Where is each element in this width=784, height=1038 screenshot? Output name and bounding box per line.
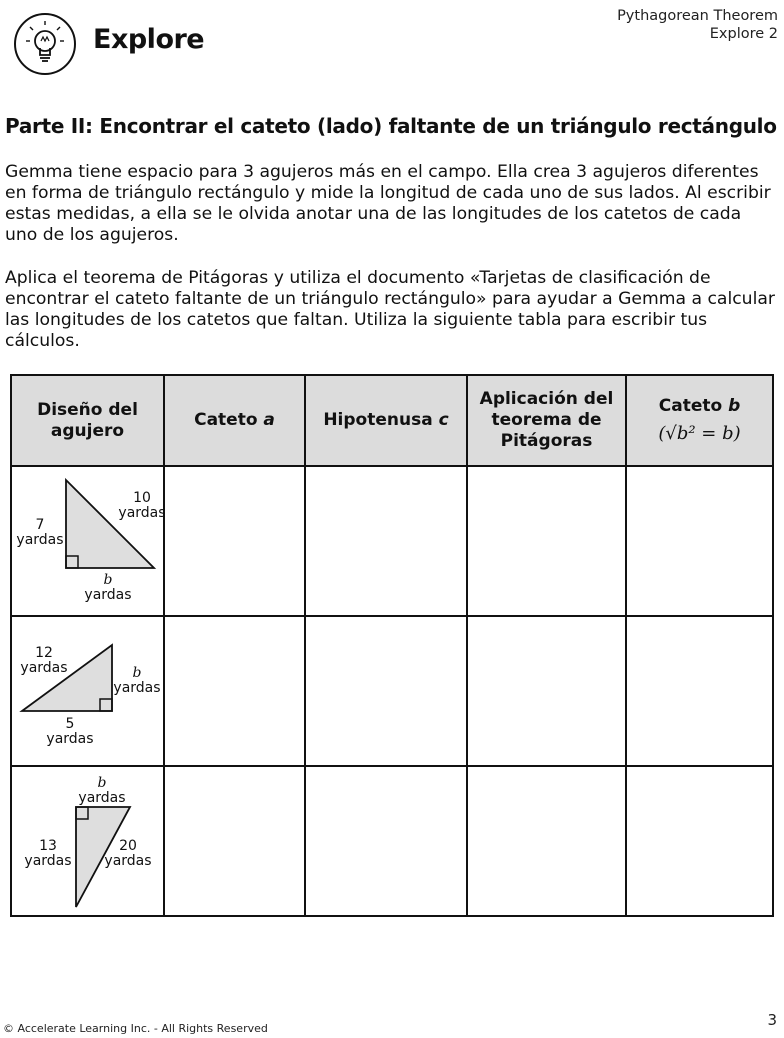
side-label-3c: 20 yardas bbox=[104, 838, 152, 869]
lesson-info bbox=[617, 7, 778, 43]
header-leg-b bbox=[626, 375, 773, 466]
side-label-2b: b yardas bbox=[113, 665, 161, 696]
side-label-3b: 13 yardas bbox=[24, 838, 72, 869]
hypotenuse-cell-1[interactable] bbox=[305, 466, 467, 616]
leg-b-cell-2[interactable] bbox=[626, 616, 773, 766]
header-leg-b-label: Cateto bbox=[658, 396, 729, 416]
calculation-table bbox=[10, 374, 774, 917]
application-cell-2[interactable] bbox=[467, 616, 626, 766]
application-cell-3[interactable] bbox=[467, 766, 626, 916]
page-number: 3 bbox=[767, 1011, 777, 1029]
hypotenuse-cell-3[interactable] bbox=[305, 766, 467, 916]
side-label-1c: b yardas bbox=[84, 572, 132, 603]
lesson-title: Explore 2 bbox=[709, 26, 778, 42]
header-leg-a-label: Cateto bbox=[194, 410, 264, 430]
table-row bbox=[11, 766, 773, 916]
header-application: Aplicación del teorema de Pitágoras bbox=[467, 375, 626, 466]
table-header-row bbox=[11, 375, 773, 466]
side-label-3a: b yardas bbox=[78, 775, 126, 806]
triangle-design-2 bbox=[11, 616, 164, 766]
leg-a-cell-3[interactable] bbox=[164, 766, 305, 916]
table-row bbox=[11, 616, 773, 766]
header-hypotenuse bbox=[305, 375, 467, 466]
lightbulb-icon bbox=[14, 13, 76, 75]
side-label-2a: 12 yardas bbox=[20, 645, 68, 676]
leg-a-cell-2[interactable] bbox=[164, 616, 305, 766]
leg-b-cell-3[interactable] bbox=[626, 766, 773, 916]
header-hyp-var: c bbox=[438, 410, 449, 430]
table-row bbox=[11, 466, 773, 616]
leg-a-cell-1[interactable] bbox=[164, 466, 305, 616]
hypotenuse-cell-2[interactable] bbox=[305, 616, 467, 766]
application-cell-1[interactable] bbox=[467, 466, 626, 616]
side-label-1b: 7 yardas bbox=[16, 517, 64, 548]
header-hyp-label: Hipotenusa bbox=[323, 410, 439, 430]
instructions-paragraph: Aplica el teorema de Pitágoras y utiliza el documento «Tarjetas de clasificación de encontrar el cateto faltante de un triángulo rectángulo» para ayudar a Gemma a calcular las longitudes de los catetos que faltan. Utiliza la siguiente tabla para escribir tus cálculos. bbox=[5, 268, 775, 351]
header-design: Diseño del agujero bbox=[11, 375, 164, 466]
course-title: Pythagorean Theorem bbox=[617, 8, 778, 24]
section-title: Parte II: Encontrar el cateto (lado) faltante de un triángulo rectángulo bbox=[5, 114, 777, 138]
header-leg-a bbox=[164, 375, 305, 466]
leg-b-cell-1[interactable] bbox=[626, 466, 773, 616]
side-label-2c: 5 yardas bbox=[46, 716, 94, 747]
header-leg-b-var: b bbox=[728, 396, 741, 416]
triangle-design-3 bbox=[11, 766, 164, 916]
explore-title: Explore bbox=[93, 24, 205, 55]
side-label-1a: 10 yardas bbox=[118, 490, 166, 521]
intro-paragraph: Gemma tiene espacio para 3 agujeros más en el campo. Ella crea 3 agujeros diferentes en forma de triángulo rectángulo y mide la longitud de cada uno de sus lados. Al escribir estas medidas, a ella se le olvida anotar una de las longitudes de los catetos de cada uno de los agujeros. bbox=[5, 162, 771, 245]
header-leg-b-formula: (√b² = b) bbox=[658, 423, 741, 444]
copyright-footer: © Accelerate Learning Inc. - All Rights Reserved bbox=[3, 1022, 268, 1035]
triangle-design-1 bbox=[11, 466, 164, 616]
header-leg-a-var: a bbox=[263, 410, 275, 430]
